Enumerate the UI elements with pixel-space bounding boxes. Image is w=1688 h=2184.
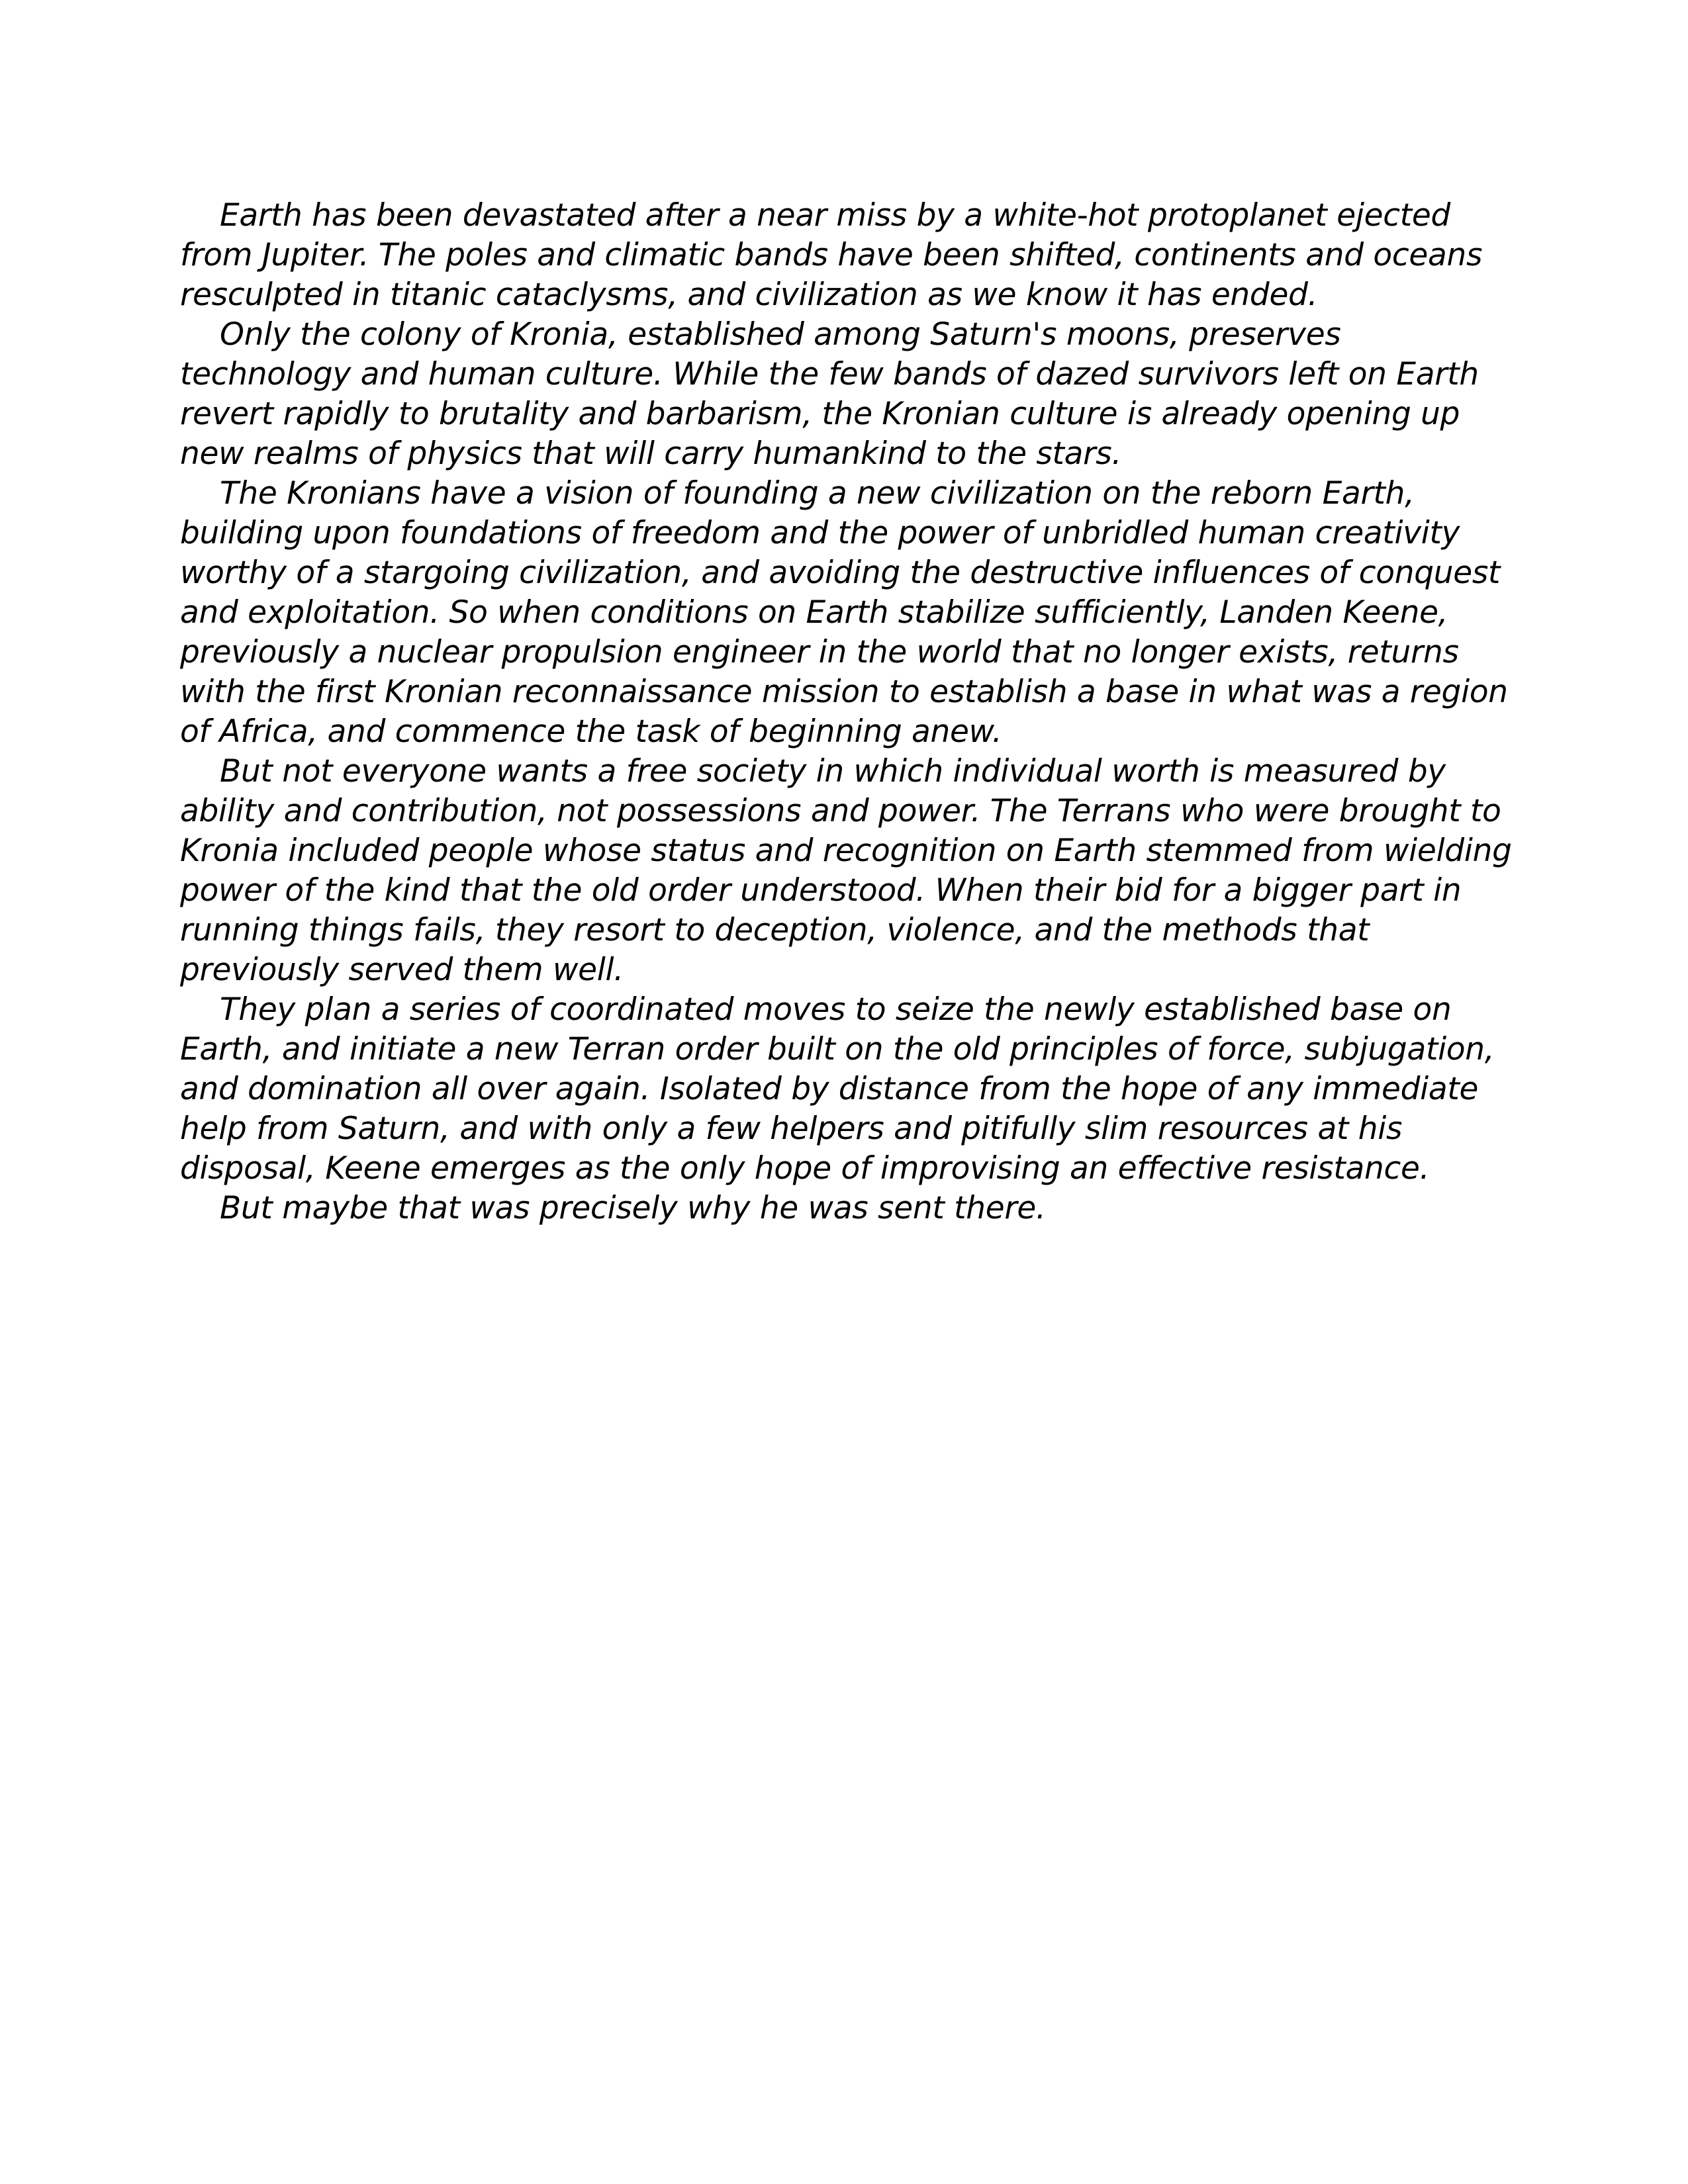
- paragraph-5: They plan a series of coordinated moves to seize the newly established base on Earth, and initiate a new Terran order built on the old principles of force, subjugation, and domination all over again. Isolated by distance from the hope of any immediate help from Saturn, and with only a few helpers and pitifully slim resources at his disposal, Keene emerges as the only hope of improvising an effective resistance.: [180, 991, 1495, 1187]
- paragraph-2: Only the colony of Kronia, established among Saturn's moons, preserves technology and human culture. While the few bands of dazed survivors left on Earth revert rapidly to brutality and barbarism, the Kronian culture is already opening up new realms of physics that will carry humankind to the stars.: [180, 316, 1479, 472]
- paragraph-1: Earth has been devastated after a near miss by a white-hot protoplanet ejected from Jupiter. The poles and climatic bands have been shifted, continents and oceans resculpted in titanic cataclysms, and civilization as we know it has ended.: [180, 197, 1483, 313]
- paragraph-3: The Kronians have a vision of founding a new civilization on the reborn Earth, building upon foundations of freedom and the power of unbridled human creativity worthy of a stargoing civilization, and avoiding the destructive influences of conquest and exploitation. So when conditions on Earth stabilize sufficiently, Landen Keene, previously a nuclear propulsion engineer in the world that no longer exists, returns with the first Kronian reconnaissance mission to establish a base in what was a region of Africa, and commence the task of beginning anew.: [180, 475, 1508, 750]
- paragraph-6: But maybe that was precisely why he was sent there.: [220, 1190, 1046, 1226]
- paragraph-4: But not everyone wants a free society in which individual worth is measured by ability and contribution, not possessions and power. The Terrans who were brought to Kronia included people whose status and recognition on Earth stemmed from wielding power of the kind that the old order understood. When their bid for a bigger part in running things fails, they resort to deception, violence, and the methods that previously served them well.: [180, 753, 1512, 988]
- body-text: [180, 196, 1517, 1228]
